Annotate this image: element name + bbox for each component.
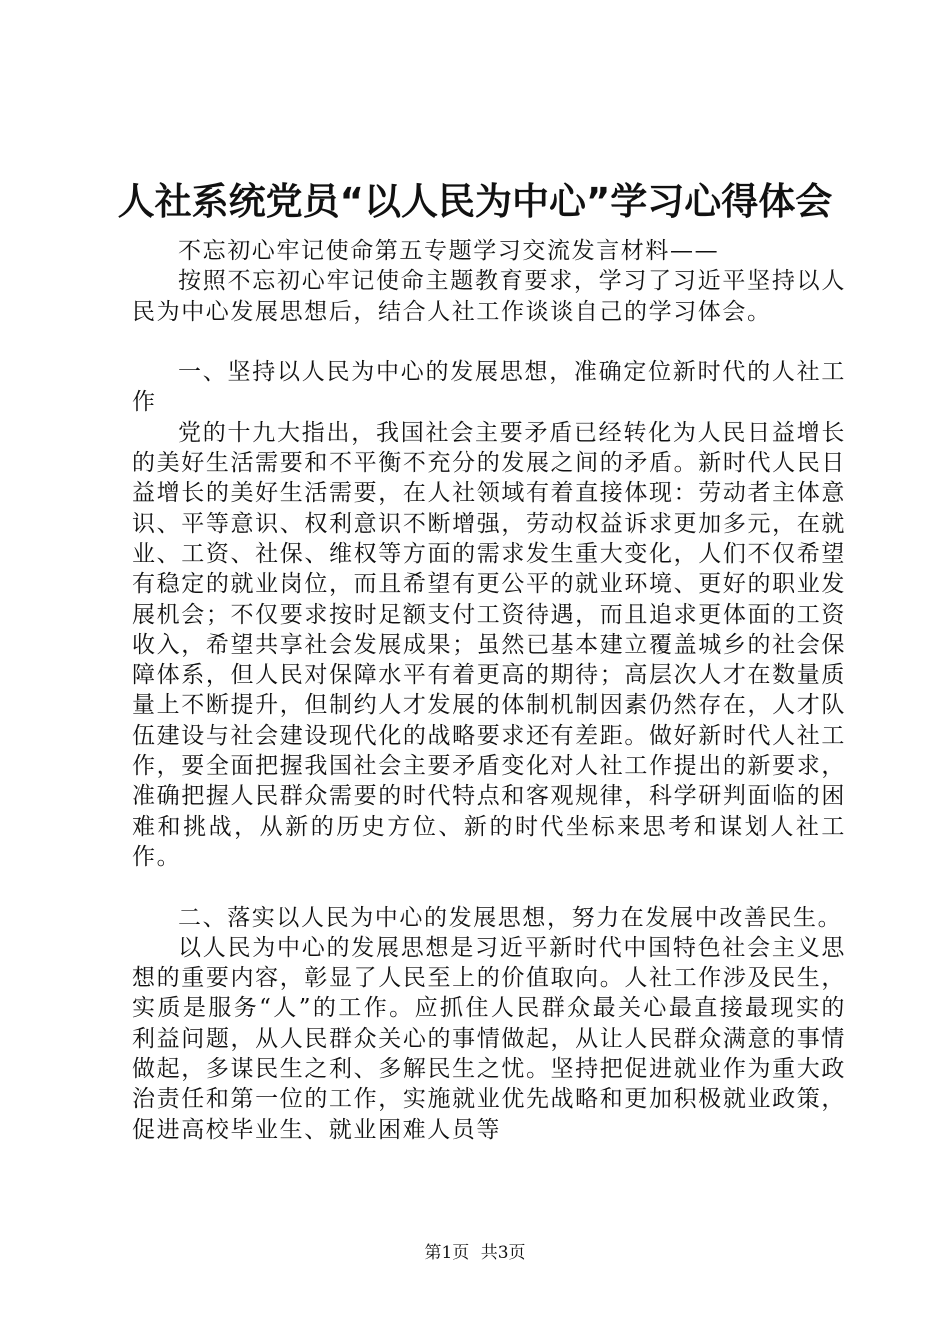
page-number: 第1页 <box>424 1243 470 1263</box>
paragraph-para-1: 党的十九大指出，我国社会主要矛盾已经转化为人民日益增长的美好生活需要和不平衡不充分的发展之间的矛盾。新时代人民日益增长的美好生活需要，在人社领域有着直接体现：劳动者主体意识、平等意识、权利意识不断增强，劳动权益诉求更加多元，在就业、工资、社保、维权等方面的需求发生重大变化，人们不仅希望有稳定的就业岗位，而且希望有更公平的就业环境、更好的职业发展机会；不仅要求按时足额支付工资待遇，而且追求更体面的工资收入，希望共享社会发展成果；虽然已基本建立覆盖城乡的社会保障体系，但人民对保障水平有着更高的期待；高层次人才在数量质量上不断提升，但制约人才发展的体制机制因素仍然存在，人才队伍建设与社会建设现代化的战略要求还有差距。做好新时代人社工作，要全面把握我国社会主要矛盾变化对人社工作提出的新要求，准确把握人民群众需要的时代特点和客观规律，科学研判面临的困难和挑战，从新的历史方位、新的时代坐标来思考和谋划人社工作。 <box>132 419 846 870</box>
paragraph-subtitle: 不忘初心牢记使命第五专题学习交流发言材料—— <box>178 238 720 264</box>
document-body <box>132 236 846 1145</box>
page-footer <box>0 1242 950 1264</box>
paragraph-heading-2: 二、落实以人民为中心的发展思想，努力在发展中改善民生。 <box>178 904 843 931</box>
page-total: 共3页 <box>480 1243 526 1263</box>
page-title: 人社系统党员“以人民为中心”学习心得体会 <box>117 180 833 223</box>
paragraph-intro: 按照不忘初心牢记使命主题教育要求，学习了习近平坚持以人民为中心发展思想后，结合人社工作谈谈自己的学习体会。 <box>132 268 846 325</box>
paragraph-para-2: 以人民为中心的发展思想是习近平新时代中国特色社会主义思想的重要内容，彰显了人民至上的价值取向。人社工作涉及民生，实质是服务“人”的工作。应抓住人民群众最关心最直接最现实的利益问题，从人民群众关心的事情做起，从让人民群众满意的事情做起，多谋民生之利、多解民生之忧。坚持把促进就业作为重大政治责任和第一位的工作，实施就业优先战略和更加积极就业政策，促进高校毕业生、就业困难人员等 <box>132 934 846 1143</box>
paragraph-heading-1: 一、坚持以人民为中心的发展思想，准确定位新时代的人社工作 <box>132 359 846 416</box>
